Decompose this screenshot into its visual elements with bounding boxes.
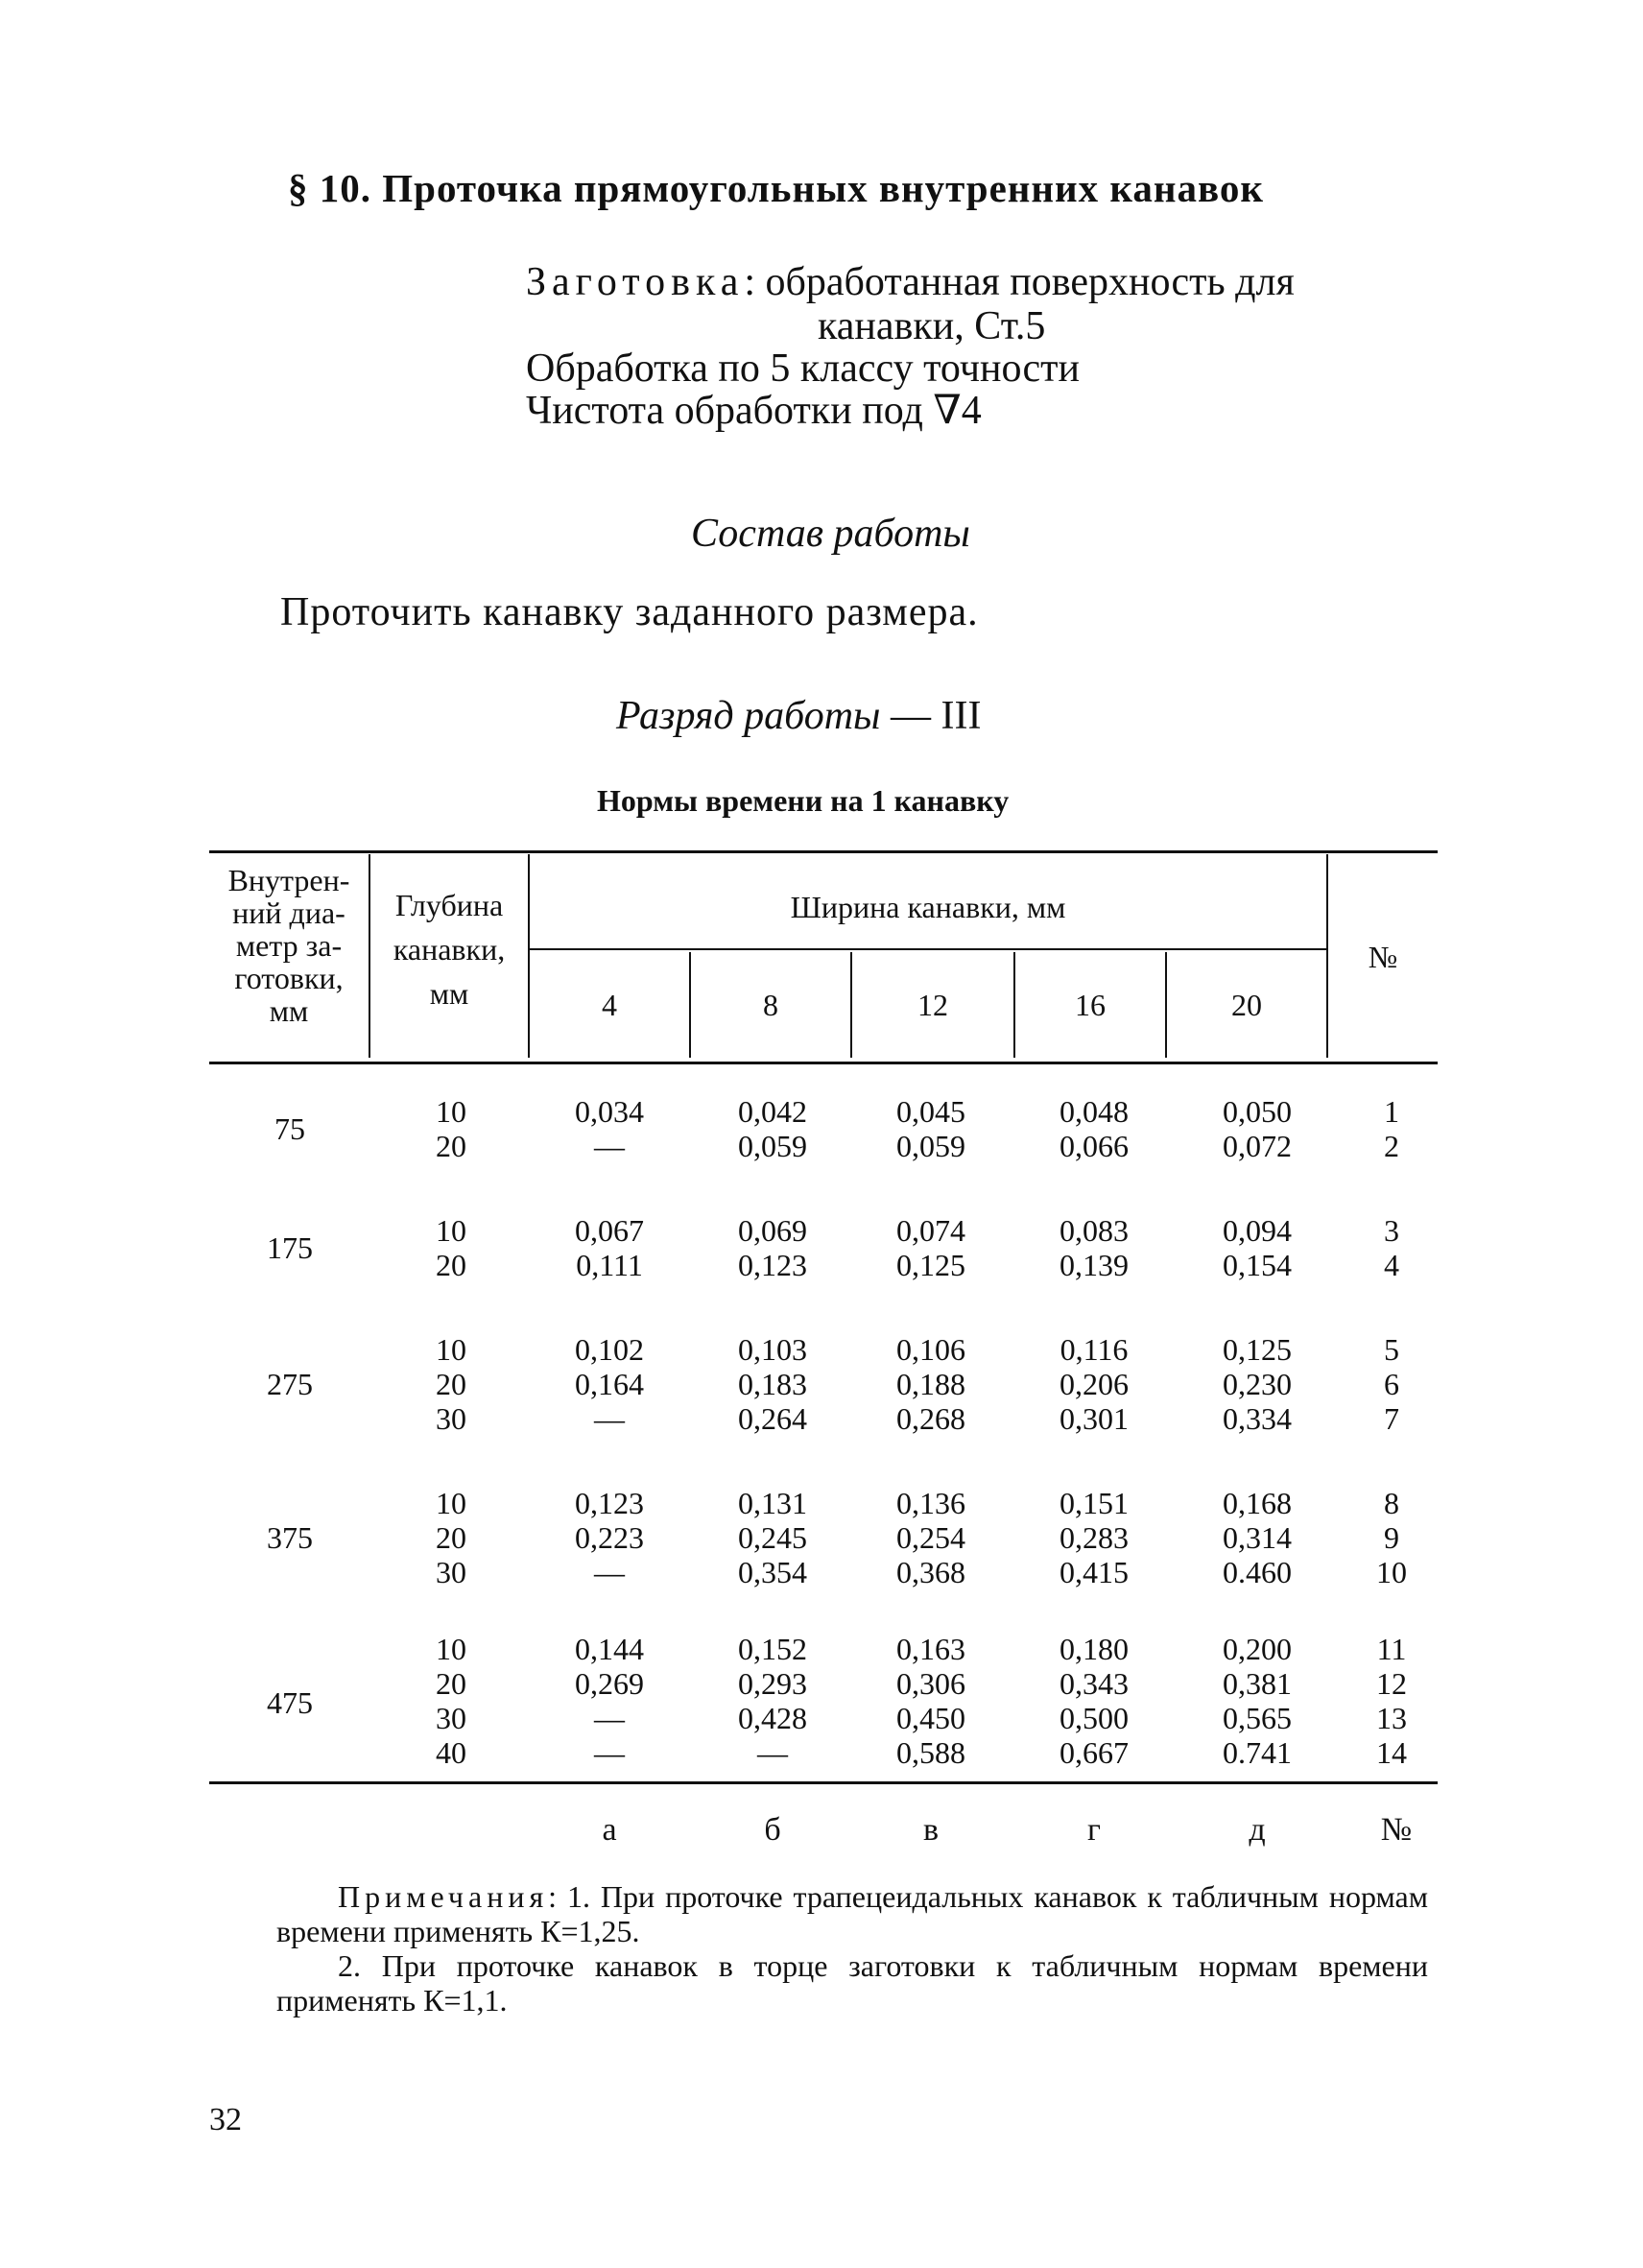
blank-line-2: канавки, Ст.5: [818, 304, 1046, 348]
cell-time: 0,069: [738, 1213, 807, 1248]
note-1-text: : 1. При проточке трапецеидальных канавок к табличным нормам времени применять К=1,25.: [276, 1879, 1428, 1948]
cell-number: 10: [1376, 1555, 1407, 1589]
blank-line1-rest: : обработанная поверхность для: [744, 260, 1295, 304]
cell-time: 0,254: [896, 1520, 965, 1555]
cell-time: 0,123: [575, 1486, 644, 1520]
cell-depth: 10: [436, 1213, 466, 1248]
cell-time: 0,102: [575, 1332, 644, 1367]
column-letter-a: а: [602, 1812, 617, 1848]
cell-time: 0,131: [738, 1486, 807, 1520]
cell-time: 0,230: [1223, 1367, 1292, 1401]
cell-time: 0,450: [896, 1701, 965, 1735]
cell-time: 0,283: [1060, 1520, 1129, 1555]
cell-depth: 10: [436, 1486, 466, 1520]
cell-time: 0,125: [1223, 1332, 1292, 1367]
cell-time: 0,123: [738, 1248, 807, 1282]
cell-time: 0,164: [575, 1367, 644, 1401]
cell-time: 0,415: [1060, 1555, 1129, 1589]
cell-number: 14: [1376, 1735, 1407, 1770]
cell-time: 0,667: [1060, 1735, 1129, 1770]
column-letter-g: г: [1087, 1812, 1101, 1848]
cell-time: —: [594, 1129, 625, 1163]
group-diameter: 375: [267, 1520, 313, 1555]
cell-time: 0,048: [1060, 1094, 1129, 1129]
header-width-20: 20: [1231, 988, 1262, 1022]
table-bottom-rule: [209, 1781, 1438, 1784]
work-grade: [616, 693, 981, 739]
cell-time: 0,264: [738, 1401, 807, 1436]
note-2: 2. При проточке канавок в торце заготовки к табличным нормам времени применять К=1,1.: [276, 1948, 1428, 2017]
cell-number: 5: [1384, 1332, 1399, 1367]
cell-time: 0,368: [896, 1555, 965, 1589]
header-width-8: 8: [763, 988, 778, 1022]
composition-text: Проточить канавку заданного размера.: [280, 590, 979, 634]
cell-time: 0,116: [1060, 1332, 1129, 1367]
cell-time: 0,428: [738, 1701, 807, 1735]
cell-time: 0,168: [1223, 1486, 1292, 1520]
cell-depth: 40: [436, 1735, 466, 1770]
header-diameter-line: Внутрен-: [227, 863, 350, 897]
cell-time: 0,144: [575, 1632, 644, 1666]
cell-time: —: [594, 1555, 625, 1589]
cell-time: 0,163: [896, 1632, 965, 1666]
cell-time: —: [594, 1701, 625, 1735]
notes-label: Примечания: [338, 1879, 549, 1914]
cell-time: 0,188: [896, 1367, 965, 1401]
cell-time: 0,306: [896, 1666, 965, 1701]
cell-depth: 20: [436, 1248, 466, 1282]
cell-time: 0,083: [1060, 1213, 1129, 1248]
cell-number: 7: [1384, 1401, 1399, 1436]
page-number: 32: [209, 2102, 242, 2137]
cell-time: 0,152: [738, 1632, 807, 1666]
blank-label: Заготовка: [526, 260, 745, 304]
cell-time: 0,500: [1060, 1701, 1129, 1735]
header-width-12: 12: [917, 988, 948, 1022]
cell-time: 0,206: [1060, 1367, 1129, 1401]
header-depth-line: мм: [429, 976, 469, 1011]
header-depth-line: Глубина: [394, 888, 504, 922]
cell-time: 0,343: [1060, 1666, 1129, 1701]
cell-time: 0,136: [896, 1486, 965, 1520]
cell-time: 0,183: [738, 1367, 807, 1401]
column-letter-b: б: [764, 1812, 781, 1848]
cell-number: 12: [1376, 1666, 1407, 1701]
header-diameter-line: мм: [269, 993, 309, 1028]
cell-number: 11: [1376, 1632, 1407, 1666]
cell-time: —: [594, 1735, 625, 1770]
cell-time: 0,045: [896, 1094, 965, 1129]
column-letter-number: №: [1380, 1812, 1413, 1848]
cell-time: 0,334: [1223, 1401, 1292, 1436]
header-width-16: 16: [1075, 988, 1106, 1022]
cell-time: 0,074: [896, 1213, 965, 1248]
header-width-group: Ширина канавки, мм: [790, 890, 1066, 924]
cell-depth: 20: [436, 1129, 466, 1163]
group-diameter: 475: [267, 1685, 313, 1720]
cell-time: —: [757, 1735, 788, 1770]
cell-time: 0,034: [575, 1094, 644, 1129]
cell-time: 0,301: [1060, 1401, 1129, 1436]
cell-time: 0,268: [896, 1401, 965, 1436]
cell-time: 0,245: [738, 1520, 807, 1555]
blank-line-4: Чистота обработки под ∇4: [526, 389, 982, 433]
cell-time: 0,072: [1223, 1129, 1292, 1163]
cell-number: 3: [1384, 1213, 1399, 1248]
cell-time: 0,154: [1223, 1248, 1292, 1282]
width-group-rule: [530, 948, 1328, 950]
table-title: Нормы времени на 1 канавку: [597, 783, 1010, 818]
cell-time: 0,200: [1223, 1632, 1292, 1666]
cell-time: 0,106: [896, 1332, 965, 1367]
cell-time: 0,042: [738, 1094, 807, 1129]
cell-depth: 30: [436, 1701, 466, 1735]
cell-time: 0,059: [738, 1129, 807, 1163]
cell-depth: 20: [436, 1367, 466, 1401]
column-letter-v: в: [922, 1812, 940, 1848]
group-diameter: 175: [267, 1230, 313, 1265]
cell-time: 0,180: [1060, 1632, 1129, 1666]
cell-time: 0.741: [1223, 1735, 1292, 1770]
header-diameter-line: ний диа-: [232, 895, 345, 930]
cell-time: 0,050: [1223, 1094, 1292, 1129]
cell-depth: 30: [436, 1401, 466, 1436]
header-number: №: [1368, 940, 1398, 974]
header-width-4: 4: [602, 988, 617, 1022]
cell-number: 13: [1376, 1701, 1407, 1735]
note-1: [276, 1879, 1428, 1948]
header-diameter-line: метр за-: [235, 928, 343, 963]
cell-time: 0,103: [738, 1332, 807, 1367]
cell-number: 6: [1384, 1367, 1399, 1401]
cell-depth: 10: [436, 1094, 466, 1129]
cell-time: 0.460: [1223, 1555, 1292, 1589]
cell-number: 9: [1384, 1520, 1399, 1555]
header-depth: [370, 883, 528, 1015]
header-diameter-line: готовки,: [234, 961, 344, 995]
cell-time: 0,066: [1060, 1129, 1129, 1163]
section-heading: § 10. Проточка прямоугольных внутренних канавок: [288, 166, 1265, 210]
cell-time: 0,565: [1223, 1701, 1292, 1735]
grade-value: III: [941, 694, 982, 738]
cell-time: —: [594, 1401, 625, 1436]
column-letter-d: д: [1249, 1812, 1266, 1848]
cell-time: 0,139: [1060, 1248, 1129, 1282]
cell-number: 1: [1384, 1094, 1399, 1129]
cell-number: 8: [1384, 1486, 1399, 1520]
table-header-rule: [209, 1062, 1438, 1064]
cell-depth: 20: [436, 1520, 466, 1555]
cell-time: 0,269: [575, 1666, 644, 1701]
cell-time: 0,354: [738, 1555, 807, 1589]
blank-line-3: Обработка по 5 классу точности: [526, 346, 1080, 391]
cell-time: 0,314: [1223, 1520, 1292, 1555]
group-diameter: 275: [267, 1367, 313, 1401]
group-diameter: 75: [274, 1111, 305, 1146]
composition-title: Состав работы: [691, 512, 970, 556]
cell-time: 0,059: [896, 1129, 965, 1163]
cell-depth: 30: [436, 1555, 466, 1589]
grade-dash: —: [891, 694, 932, 738]
cell-time: 0,111: [576, 1248, 643, 1282]
cell-time: 0,094: [1223, 1213, 1292, 1248]
cell-number: 4: [1384, 1248, 1399, 1282]
grade-label: Разряд работы: [616, 694, 881, 738]
cell-time: 0,223: [575, 1520, 644, 1555]
cell-depth: 10: [436, 1332, 466, 1367]
notes: [276, 1879, 1428, 2017]
cell-time: 0,588: [896, 1735, 965, 1770]
cell-time: 0,293: [738, 1666, 807, 1701]
cell-depth: 20: [436, 1666, 466, 1701]
cell-time: 0,381: [1223, 1666, 1292, 1701]
cell-depth: 10: [436, 1632, 466, 1666]
table-vrule: [528, 854, 530, 1058]
cell-number: 2: [1384, 1129, 1399, 1163]
table-top-rule: [209, 850, 1438, 853]
header-diameter: [209, 864, 369, 1027]
cell-time: 0,125: [896, 1248, 965, 1282]
cell-time: 0,151: [1060, 1486, 1129, 1520]
blank-line-1: [526, 261, 1295, 303]
cell-time: 0,067: [575, 1213, 644, 1248]
header-depth-line: канавки,: [393, 932, 506, 967]
